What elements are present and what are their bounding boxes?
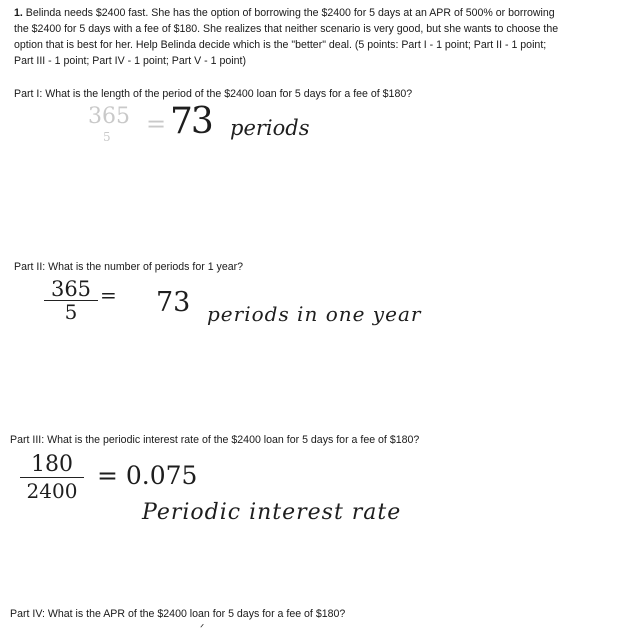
part-3-result: = 0.075 (97, 461, 198, 490)
part-2-equals: = (100, 283, 117, 307)
part-2-denominator: 5 (64, 300, 78, 324)
problem-text: Belinda needs $2400 fast. She has the option of borrowing the $2400 for 5 days at an APR of 500% or borrowing the $2400 for 5 days with a fee of $180. She realizes that neither scenario is very good, but she wants to choose the option that is best for her. Help Belinda decide which is the "better" deal. (5 points: Part I - 1 point; Part II - 1 point; Part III - 1 point; Part IV - 1 point; Part V - 1 point) (14, 7, 559, 67)
pen-mark: ᐟ (200, 623, 205, 634)
part-2-unit: periods in one year (207, 302, 422, 326)
part-1-question: Part I: What is the length of the period of the $2400 loan for 5 days for a fee of $180? (14, 88, 413, 100)
part-2-fraction (44, 278, 98, 323)
part-4-question: Part IV: What is the APR of the $2400 loan for 5 days for a fee of $180? (10, 608, 346, 620)
part-1-faint-denominator: 5 (103, 130, 111, 144)
part-1-result: 73 (170, 101, 212, 142)
part-2-question: Part II: What is the number of periods for 1 year? (14, 261, 244, 273)
part-3-fraction (20, 452, 84, 504)
part-3-question: Part III: What is the periodic interest rate of the $2400 loan for 5 days for a fee of $180? (10, 434, 420, 446)
part-1-equals: = (146, 110, 167, 138)
part-3-numerator: 180 (20, 452, 84, 478)
problem-number: 1. (14, 7, 23, 19)
problem-intro (14, 5, 559, 69)
part-1-unit: periods (230, 116, 310, 140)
part-2-result: 73 (156, 287, 191, 318)
part-3-note: Periodic interest rate (142, 500, 402, 525)
part-2-numerator: 365 (44, 278, 98, 301)
part-3-denominator: 2400 (26, 479, 78, 503)
part-1-faint-numerator: 365 (88, 104, 130, 129)
